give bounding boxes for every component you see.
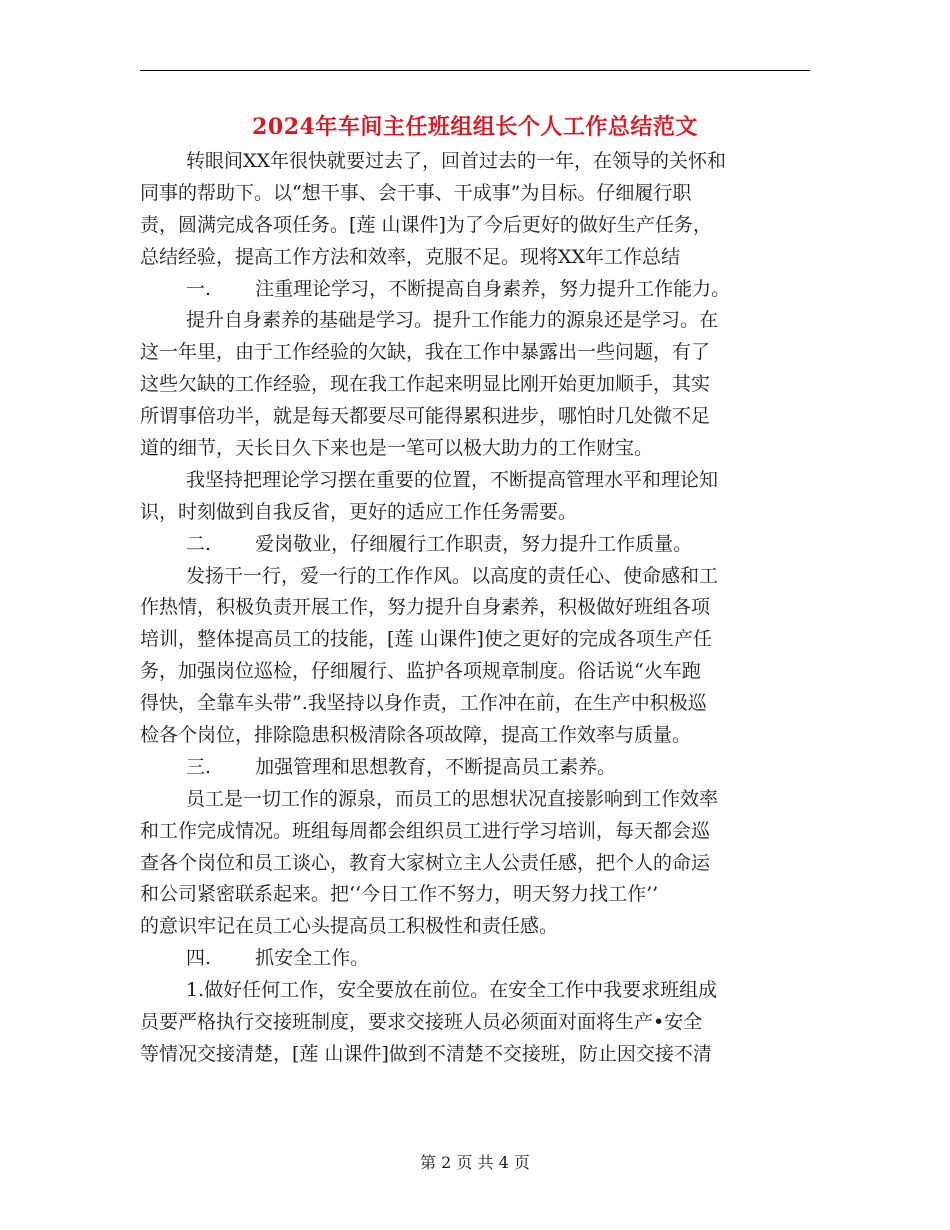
text-line: 培训，整体提高员工的技能，[莲 山课件]使之更好的完成各项生产任: [140, 628, 712, 651]
text-line: 得快，全靠车头带”.我坚持以身作责，工作冲在前，在生产中积极巡: [140, 692, 707, 715]
text-line: 查各个岗位和员工谈心，教育大家树立主人公责任感，把个人的命运: [140, 851, 711, 874]
text-line: 务，加强岗位巡检，仔细履行、监护各项规章制度。俗话说“火车跑: [140, 660, 701, 683]
text-line: 作热情，积极负责开展工作，努力提升自身素养，积极做好班组各项: [140, 596, 711, 619]
text-line: 责，圆满完成各项任务。[莲 山课件]为了今后更好的做好生产任务，: [140, 213, 712, 236]
text-line: 二. 爱岗敬业，仔细履行工作职责，努力提升工作质量。: [186, 532, 693, 555]
text-line: 的意识牢记在员工心头提高员工积极性和责任感。: [140, 915, 559, 938]
text-line: 所谓事倍功半，就是每天都要尽可能得累积进步，哪怕时几处微不足: [140, 405, 711, 428]
text-line: 这一年里，由于工作经验的欠缺，我在工作中暴露出一些问题，有了: [140, 341, 711, 364]
text-line: 1.做好任何工作，安全要放在前位。在安全工作中我要求班组成: [186, 979, 718, 1002]
text-line: 三. 加强管理和思想教育，不断提高员工素养。: [186, 755, 617, 778]
text-line: 识，时刻做到自我反省，更好的适应工作任务需要。: [140, 500, 578, 523]
text-line: 发扬干一行，爱一行的工作作风。以高度的责任心、使命感和工: [186, 564, 719, 587]
text-line: 和工作完成情况。班组每周都会组织员工进行学习培训，每天都会巡: [140, 819, 711, 842]
page-number: 第 2 页 共 4 页: [420, 1153, 530, 1172]
document-body: [140, 146, 810, 1071]
text-line: 转眼间XX年很快就要过去了，回首过去的一年，在领导的关怀和: [186, 150, 727, 172]
text-line: 这些欠缺的工作经验，现在我工作起来明显比刚开始更加顺手，其实: [140, 373, 711, 396]
header-rule: [140, 70, 810, 71]
text-line: 我坚持把理论学习摆在重要的位置，不断提高管理水平和理论知: [186, 468, 719, 491]
text-line: 道的细节，天长日久下来也是一笔可以极大助力的工作财宝。: [140, 437, 654, 460]
text-line: 员工是一切工作的源泉，而员工的思想状况直接影响到工作效率: [186, 787, 719, 810]
text-line: 总结经验，提高工作方法和效率，克服不足。现将XX年工作总结: [140, 245, 681, 268]
text-line: 四. 抓安全工作。: [186, 947, 370, 970]
text-line: 和公司紧密联系起来。把‘‘今日工作不努力，明天努力找工作’’: [140, 883, 659, 906]
document-title: 2024年车间主任班组组长个人工作总结范文: [252, 114, 698, 140]
text-line: 检各个岗位，排除隐患积极清除各项故障，提高工作效率与质量。: [140, 724, 692, 747]
text-line: 等情况交接清楚，[莲 山课件]做到不清楚不交接班，防止因交接不清: [140, 1042, 712, 1065]
text-line: 一. 注重理论学习，不断提高自身素养，努力提升工作能力。: [186, 277, 731, 300]
text-line: 提升自身素养的基础是学习。提升工作能力的源泉还是学习。在: [186, 309, 719, 332]
text-line: 员要严格执行交接班制度，要求交接班人员必须面对面将生产•安全: [140, 1011, 703, 1034]
text-line: 同事的帮助下。以“想干事、会干事、干成事”为目标。仔细履行职: [140, 181, 692, 204]
